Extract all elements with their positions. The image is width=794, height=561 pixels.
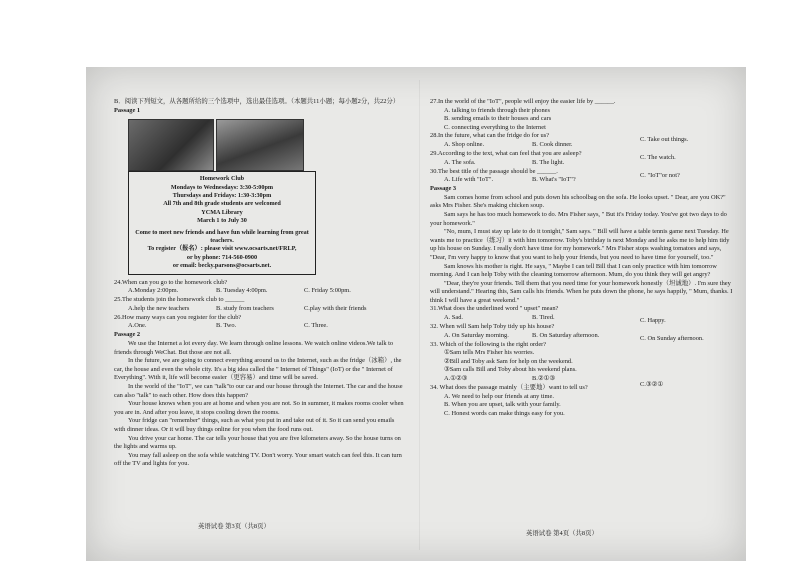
paragraph: "No, mum, I must stay up late to do it tonight," Sam says. " Bill will have a table tennis game next Tuesday. He wants me to practice（练习）it with him tomorrow. Toby's birthday is next Monday and he asks me to help him tidy up his house on Sunday. I really don't have time for my homework." Mrs Fisher stops washing tomatoes and says, "Dear, I'm very happy to know that you want to help your friends, but you need to have time for yourself, too."	[430, 228, 730, 261]
option-c: C. Three.	[304, 322, 328, 330]
question-stem: 29.According to the text, what can feel that you are asleep?	[430, 149, 582, 157]
paragraph: Your house knows when you are at home and when you are not. So in summer, it makes rooms cooler when you are in. And after you leave, it stops cooling down the rooms.	[114, 400, 404, 416]
paragraph: Your fridge can "remember" things, such as what you put in and take out of it. So it can send you emails with dinner ideas. Or it will buy things online for you when the food runs out.	[114, 417, 395, 433]
option-a: A.One.	[128, 322, 147, 330]
notice-line: or email: becky.parsons@ocsarts.net.	[172, 262, 272, 270]
option-b: B. Tuesday 4:00pm.	[216, 287, 268, 295]
question-stem: 32. When will Sam help Toby tidy up his house?	[430, 323, 555, 331]
option-c: C.③②①	[640, 381, 664, 389]
notice-line: Thursdays and Fridays: 1:30-3:30pm	[172, 192, 272, 199]
students-photo	[128, 119, 214, 171]
option-b: B. sending emails to their houses and cars	[444, 115, 552, 123]
option-b: B. Tired.	[532, 314, 555, 322]
question-stem: 25.The students join the homework club to ______	[114, 296, 245, 304]
notice-line: Mondays to Wednesdays: 3:30-5:00pm	[170, 183, 274, 191]
passage1-title: Passage 1	[114, 106, 141, 114]
question-options	[114, 305, 404, 314]
option-b: B. When you are upset, talk with your family.	[444, 401, 561, 409]
order-item: ①Sam tells Mrs Fisher his worries.	[444, 349, 535, 357]
notice-line: All 7th and 8th grade students are welcomed	[163, 200, 281, 208]
option-b: B. On Saturday afternoon.	[532, 331, 600, 339]
option-c: C. Happy.	[640, 317, 666, 325]
option-b: B. What's "IoT"?	[532, 176, 576, 184]
notice-line: Come to meet new friends and have fun while learning from great teachers.	[135, 228, 309, 245]
option-a: A.①②③	[444, 375, 468, 383]
notice-line: or by phone: 714-560-0900	[186, 253, 258, 261]
order-item: ③Sam calls Bill and Toby about his weekend plans.	[444, 366, 577, 374]
option-c: C. Take out things.	[640, 135, 689, 143]
paragraph: Sam comes home from school and puts down his schoolbag on the sofa. He looks upset. " Dear, are you OK?" asks Mrs Fisher. She's making chicken soup.	[430, 193, 726, 210]
option-a: A. Sad.	[444, 314, 463, 322]
option-a: A. Life with "IoT".	[444, 176, 494, 184]
question-options	[430, 314, 735, 323]
question-options	[430, 332, 735, 341]
question-stem: 30.The best title of the passage should be ______.	[430, 167, 558, 175]
passage2-title: Passage 2	[114, 331, 141, 339]
passage3-title: Passage 3	[430, 185, 457, 193]
right-page	[430, 98, 735, 418]
option-c: C. On Sunday afternoon.	[640, 334, 704, 342]
paragraph: In the future, we are going to connect everything around us to the Internet, such as the fridge（冰箱）, the car, the house and even the whole city. It's a big idea called the " Internet of Things" (IoT) or the " Internet of Everything". With it, life will become easier（更容易）and time will be saved.	[114, 357, 402, 382]
classroom-photo	[216, 119, 304, 171]
option-b: B. Two.	[216, 322, 237, 330]
paragraph: In the world of the "IoT", we can "talk"to our car and our house through the Internet. The car and the house can also "talk" to each other. How does this happen?	[114, 383, 403, 399]
section-intro: B．阅读下列短文，从各题所给的三个选项中，选出最佳选项。（本题共11小题；每小题2分，共22分）	[114, 98, 400, 105]
paragraph: We use the Internet a lot every day. We learn through online lessons. We watch online videos.We talk to friends through WeChat. But those are not all.	[114, 340, 394, 356]
option-b: B.②①③	[532, 375, 556, 383]
option-a: A. The sofa.	[444, 158, 476, 166]
option-a: A. Shop online.	[444, 140, 485, 148]
option-c: C. "IoT"or not?	[640, 172, 680, 180]
question-stem: 24.When can you go to the homework club?	[114, 278, 228, 286]
option-c: C.play with their friends	[304, 304, 367, 312]
question-stem: 26.How many ways can you register for the club?	[114, 313, 242, 321]
notice-title: Homework Club	[199, 175, 245, 183]
homework-club-notice	[128, 171, 316, 274]
option-a: A. We need to help our friends at any time.	[444, 392, 554, 400]
option-b: B. study from teachers	[216, 304, 274, 312]
order-item: ②Bill and Toby ask Sam for help on the weekend.	[444, 357, 573, 365]
notice-line: March 1 to July 30	[197, 217, 247, 225]
page-footer-right: 英语试卷 第4页（共8页）	[526, 530, 598, 537]
paragraph: Sam says he has too much homework to do. Mrs Fisher says, " But it's Friday today. You've got two days to do your homework."	[430, 210, 727, 227]
paragraph: You may fall asleep on the sofa while watching TV. Don't worry. Your smart watch can feel this. It can turn off the TV and lights for you.	[114, 451, 402, 468]
option-c: C. Honest words can make things easy for you.	[444, 409, 565, 417]
question-stem: 34. What does the passage mainly（主要地）want to tell us?	[430, 384, 588, 392]
page-footer-left: 英语试卷 第3页（共8页）	[198, 523, 270, 530]
option-c: C. connecting everything to the Internet	[444, 123, 546, 131]
option-c: C. Friday 5:00pm.	[304, 287, 351, 295]
paragraph: You drive your car home. The car tells your house that you are five kilometers away. So the house turns on the lights and warms up.	[114, 434, 401, 451]
notice-line: YCMA Library	[201, 208, 243, 216]
left-page	[114, 98, 404, 469]
photo-row	[128, 119, 404, 171]
question-options	[114, 322, 404, 331]
question-stem: 31.What does the underlined word " upset" mean?	[430, 305, 559, 313]
notice-line: To register（报名）: please visit www.ocsarts.net/FRLP,	[147, 245, 297, 253]
question-options	[430, 172, 735, 185]
question-stem: 28.In the future, what can the fridge do for us?	[430, 132, 550, 140]
option-a: A.Monday 2:00pm.	[128, 287, 179, 295]
question-stem: 33. Which of the following is the right order?	[430, 340, 547, 348]
question-stem: 27.In the world of the "IoT", people will enjoy the easier life by ______.	[430, 98, 616, 105]
option-a: A. On Saturday morning.	[444, 331, 509, 339]
option-b: B. The light.	[532, 158, 565, 166]
paragraph: Sam knows his mother is right. He says, " Maybe I can tell Bill that I can only practice with him tomorrow morning. And I can help Toby with the cleaning tomorrow afternoon. Mum, do you think they will get angry?	[430, 262, 717, 279]
option-a: A.help the new teachers	[128, 304, 190, 312]
option-a: A. talking to friends through their phones	[444, 106, 550, 114]
option-c: C. The watch.	[640, 153, 676, 161]
question-options	[114, 287, 404, 296]
paragraph: "Dear, they're your friends. Tell them that you need time for your homework honestly（坦诚地）. I'm sure they will understand." Hearing this, Sam calls his friends. When he puts down the phone, he says happily, " Mum, thanks. I think I will have a great weekend."	[430, 279, 733, 304]
page-fold	[419, 80, 420, 550]
option-b: B. Cook dinner.	[532, 140, 573, 148]
